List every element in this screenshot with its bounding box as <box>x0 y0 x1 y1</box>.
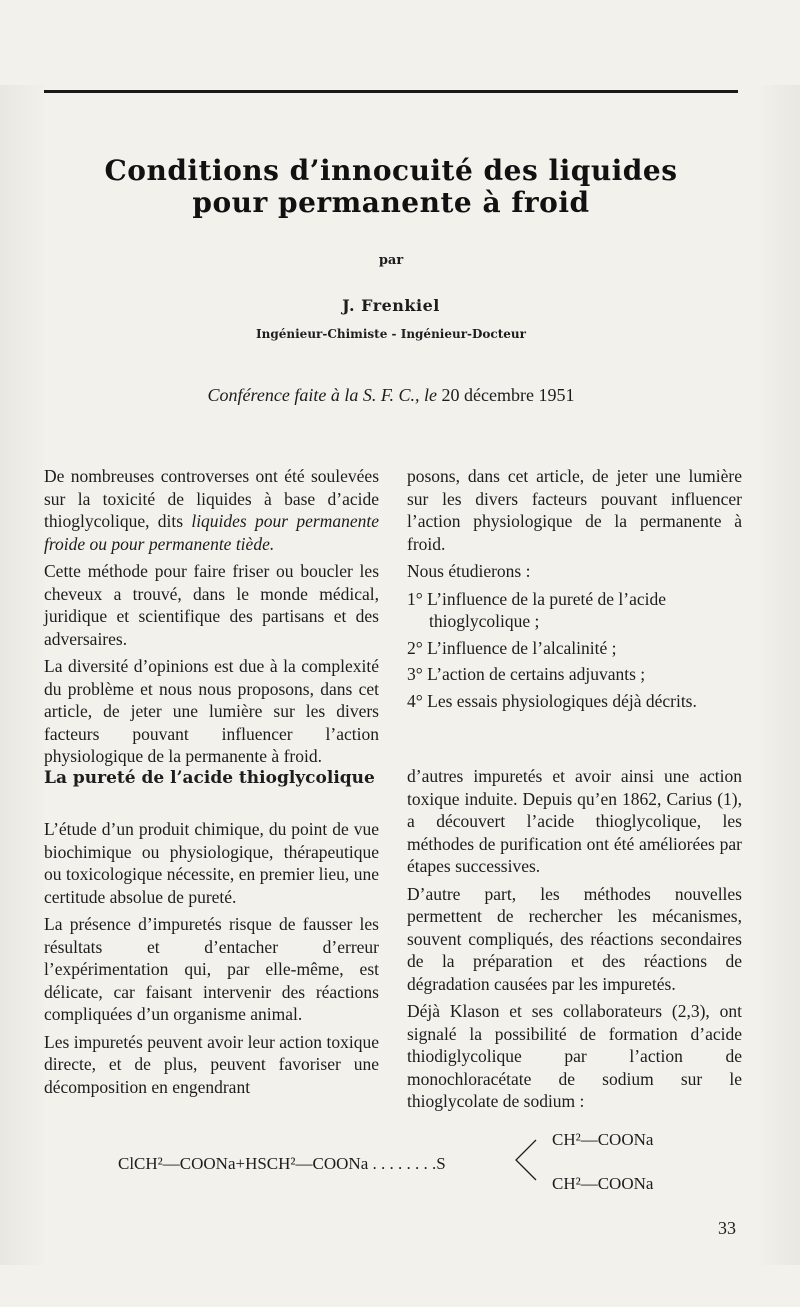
conference-date: 20 décembre 1951 <box>441 385 575 405</box>
topics-list <box>407 588 742 713</box>
intro-paragraph-4: Nous étudierons : <box>407 561 531 581</box>
section-paragraph: Déjà Klason et ses collaborateurs (2,3), ont signalé la possibilité de formation d’acide thiodiglycolique par l’action de monochloracétate de sodium sur le thioglycolate de sodium : <box>407 1001 742 1111</box>
right-margin-shadow <box>760 85 800 1265</box>
topic-item: 1° L’influence de la pureté de l’acide thioglycolique ; <box>407 588 667 631</box>
section-left-column <box>44 818 379 1103</box>
topic-item: 4° Les essais physiologiques déjà décrits. <box>407 690 697 711</box>
section-paragraph: Les impuretés peuvent avoir leur action toxique directe, et de plus, peuvent favoriser une décomposition en engendrant <box>44 1031 379 1097</box>
section-heading: La pureté de l’acide thioglycolique <box>44 768 375 788</box>
formula-branch-bracket <box>512 1138 538 1182</box>
intro-right-column <box>407 465 742 716</box>
reaction-formula-left: ClCH²—COONa+HSCH²—COONa . . . . . . . .S <box>118 1154 446 1173</box>
intro-paragraph-1 <box>44 465 379 555</box>
conference-prefix: Conférence faite à la S. F. C., le <box>207 385 442 405</box>
author-affiliation: Ingénieur-Chimiste - Ingénieur-Docteur <box>256 327 526 341</box>
conference-note <box>44 385 738 406</box>
section-paragraph: d’autres impuretés et avoir ainsi une action toxique induite. Depuis qu’en 1862, Carius (1), a découvert l’acide thioglycolique, les méthodes de purification ont été améliorées par étapes successives. <box>407 766 742 876</box>
top-rule <box>44 90 738 93</box>
intro-p1-text: De nombreuses controverses ont été soulevées sur la toxicité de liquides à base d’acide thioglycolique, dits <box>44 466 379 531</box>
reaction-formula-lower: CH²—COONa <box>552 1174 654 1193</box>
reaction-formula-upper: CH²—COONa <box>552 1130 654 1149</box>
intro-left-column <box>44 465 379 766</box>
section-paragraph: D’autre part, les méthodes nouvelles permettent de rechercher les mécanismes, souvent compliqués, des réactions secondaires de la préparation et des réactions de dégradation causées par les impuretés. <box>407 883 742 994</box>
intro-p1-italic: liquides pour permanente froide ou pour permanente tiède. <box>44 511 379 554</box>
section-paragraph: L’étude d’un produit chimique, du point de vue biochimique ou physiologique, thérapeutique ou toxicologique nécessite, en premier lieu, une certitude absolue de pureté. <box>44 819 379 907</box>
author-name: J. Frenkiel <box>342 296 440 315</box>
topic-item: 2° L’influence de l’alcalinité ; <box>407 637 617 658</box>
section-paragraph: La présence d’impuretés risque de fausser les résultats et d’entacher d’erreur l’expérimentation qui, par elle-même, est délicate, car faisant intervenir des réactions compliquées d’un organisme animal. <box>44 914 379 1024</box>
intro-paragraph-3: La diversité d’opinions est due à la complexité du problème et nous nous proposons, dans cet article, de jeter une lumière sur les divers facteurs pouvant influencer l’action physiologique de la permanente à froid. <box>44 656 379 766</box>
page-number: 33 <box>718 1218 736 1238</box>
article-title-line-1: Conditions d’innocuité des liquides <box>104 154 678 187</box>
section-right-column <box>407 765 742 1118</box>
byline-par: par <box>378 253 404 268</box>
article-title-line-2: pour permanente à froid <box>192 186 590 219</box>
intro-paragraph-3-continued: posons, dans cet article, de jeter une lumière sur les divers facteurs pouvant influencer l’action physiologique de la permanente à froid. <box>407 466 742 554</box>
left-margin-shadow <box>0 85 45 1265</box>
topic-item: 3° L’action de certains adjuvants ; <box>407 664 646 684</box>
intro-paragraph-2: Cette méthode pour faire friser ou boucler les cheveux a trouvé, dans le monde médical, juridique et scientifique des partisans et des adversaires. <box>44 561 379 649</box>
